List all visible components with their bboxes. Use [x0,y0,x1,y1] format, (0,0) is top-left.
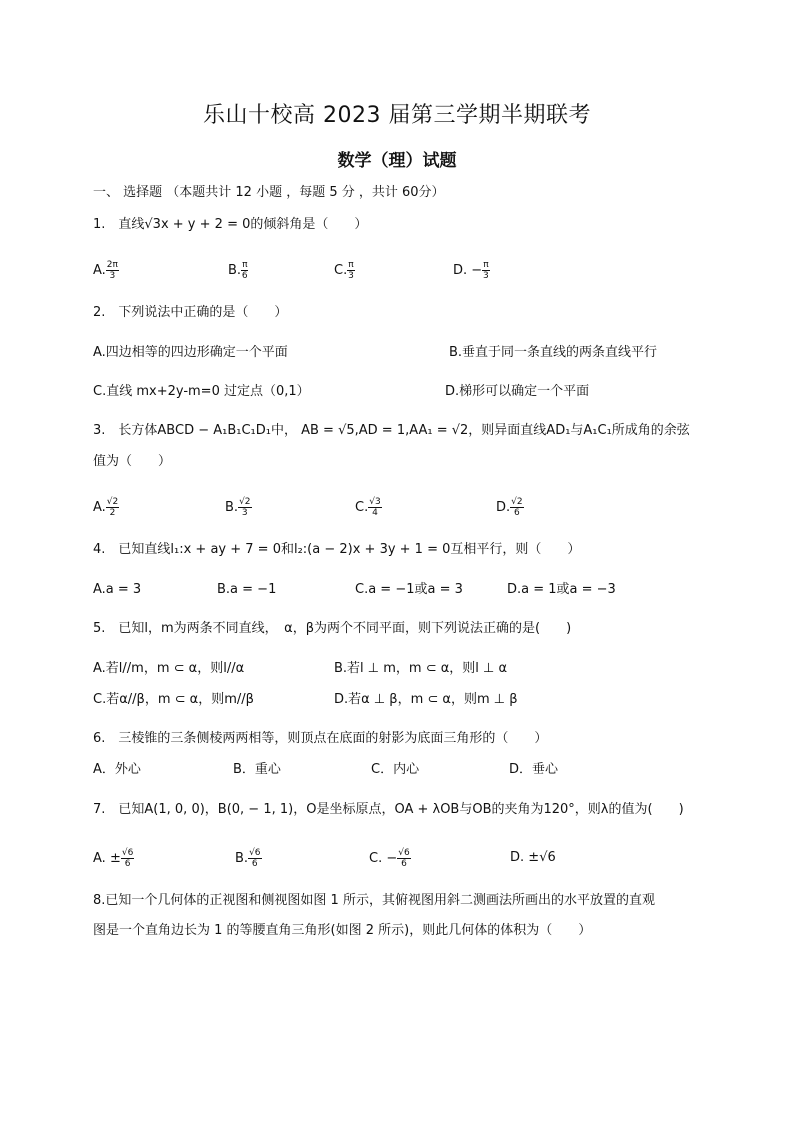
page-title: 乐山十校高 2023 届第三学期半期联考 [203,103,591,128]
question-5-option-d: D.若α ⊥ β，m ⊂ α，则m ⊥ β [334,692,518,707]
question-7-option-b: B. $\frac{√6}{6}$ [235,848,261,869]
question-6-stem: 6. 三棱锥的三条侧棱两两相等，则顶点在底面的射影为底面三角形的（ ） [93,731,548,746]
question-1-stem: 1. 直线√3x + y + 2 = 0的倾斜角是（ ） [93,217,368,232]
question-2-option-a: A.四边相等的四边形确定一个平面 [93,345,288,360]
question-5-stem: 5. 已知l，m为两条不同直线， α，β为两个不同平面，则下列说法正确的是( ) [93,621,572,636]
question-7-option-d: D. ±√6 [510,850,556,865]
question-1-option-a: A. $\frac{2\pi}{3}$ [93,260,118,281]
question-2-option-b: B.垂直于同一条直线的两条直线平行 [449,345,658,360]
question-6-option-b: B．重心 [233,762,281,777]
question-4-option-c: C.a = −1或a = 3 [355,582,463,597]
question-1-option-b: B. $\frac{\pi}{6}$ [228,260,248,281]
question-8-stem-cont: 图是一个直角边长为 1 的等腰直角三角形(如图 2 所示)，则此几何体的体积为（ ） [93,923,592,938]
question-7-stem: 7. 已知A(1, 0, 0)，B(0, − 1, 1)，O是坐标原点，OA + λOB与OB的夹角为120°，则λ的值为( ) [93,802,684,817]
question-2-option-d: D.梯形可以确定一个平面 [445,384,590,399]
question-1-option-d: D. − $\frac{\pi}{3}$ [453,260,489,281]
question-3-option-b: B. $\frac{√2}{3}$ [225,497,251,518]
question-7-option-a: A. ± $\frac{√6}{6}$ [93,848,134,869]
question-4-option-b: B.a = −1 [217,582,277,597]
question-4-option-d: D.a = 1或a = −3 [507,582,616,597]
question-8-stem: 8.已知一个几何体的正视图和侧视图如图 1 所示，其俯视图用斜二测画法所画出的水平放置的直观 [93,893,655,908]
question-7-option-c: C. − $\frac{√6}{6}$ [369,848,410,869]
question-3-option-d: D. $\frac{√2}{6}$ [496,497,523,518]
question-1-option-c: C. $\frac{\pi}{3}$ [334,260,354,281]
page-subtitle: 数学（理）试题 [337,151,457,171]
section-heading: 一、 选择题 （本题共计 12 小题 ，每题 5 分 ，共计 60分） [93,185,445,200]
question-3-option-a: A. $\frac{√2}{2}$ [93,497,119,518]
question-2-option-c: C.直线 mx+2y-m=0 过定点（0,1） [93,384,310,399]
question-3-option-c: C. $\frac{√3}{4}$ [355,497,381,518]
question-4-option-a: A.a = 3 [93,582,142,597]
question-6-option-a: A．外心 [93,762,141,777]
question-5-option-b: B.若l ⊥ m，m ⊂ α，则l ⊥ α [334,661,508,676]
question-6-option-c: C．内心 [371,762,420,777]
question-6-option-d: D．垂心 [509,762,559,777]
question-3-stem-cont: 值为（ ） [93,454,172,469]
question-2-stem: 2. 下列说法中正确的是（ ） [93,305,288,320]
question-3-stem: 3. 长方体ABCD − A₁B₁C₁D₁中， AB = √5,AD = 1,AA₁ = √2，则异面直线AD₁与A₁C₁所成角的余弦 [93,423,690,438]
question-4-stem: 4. 已知直线l₁:x + ay + 7 = 0和l₂:(a − 2)x + 3y + 1 = 0互相平行，则（ ） [93,542,581,557]
question-5-option-a: A.若l//m，m ⊂ α，则l//α [93,661,245,676]
question-5-option-c: C.若α//β，m ⊂ α，则m//β [93,692,254,707]
